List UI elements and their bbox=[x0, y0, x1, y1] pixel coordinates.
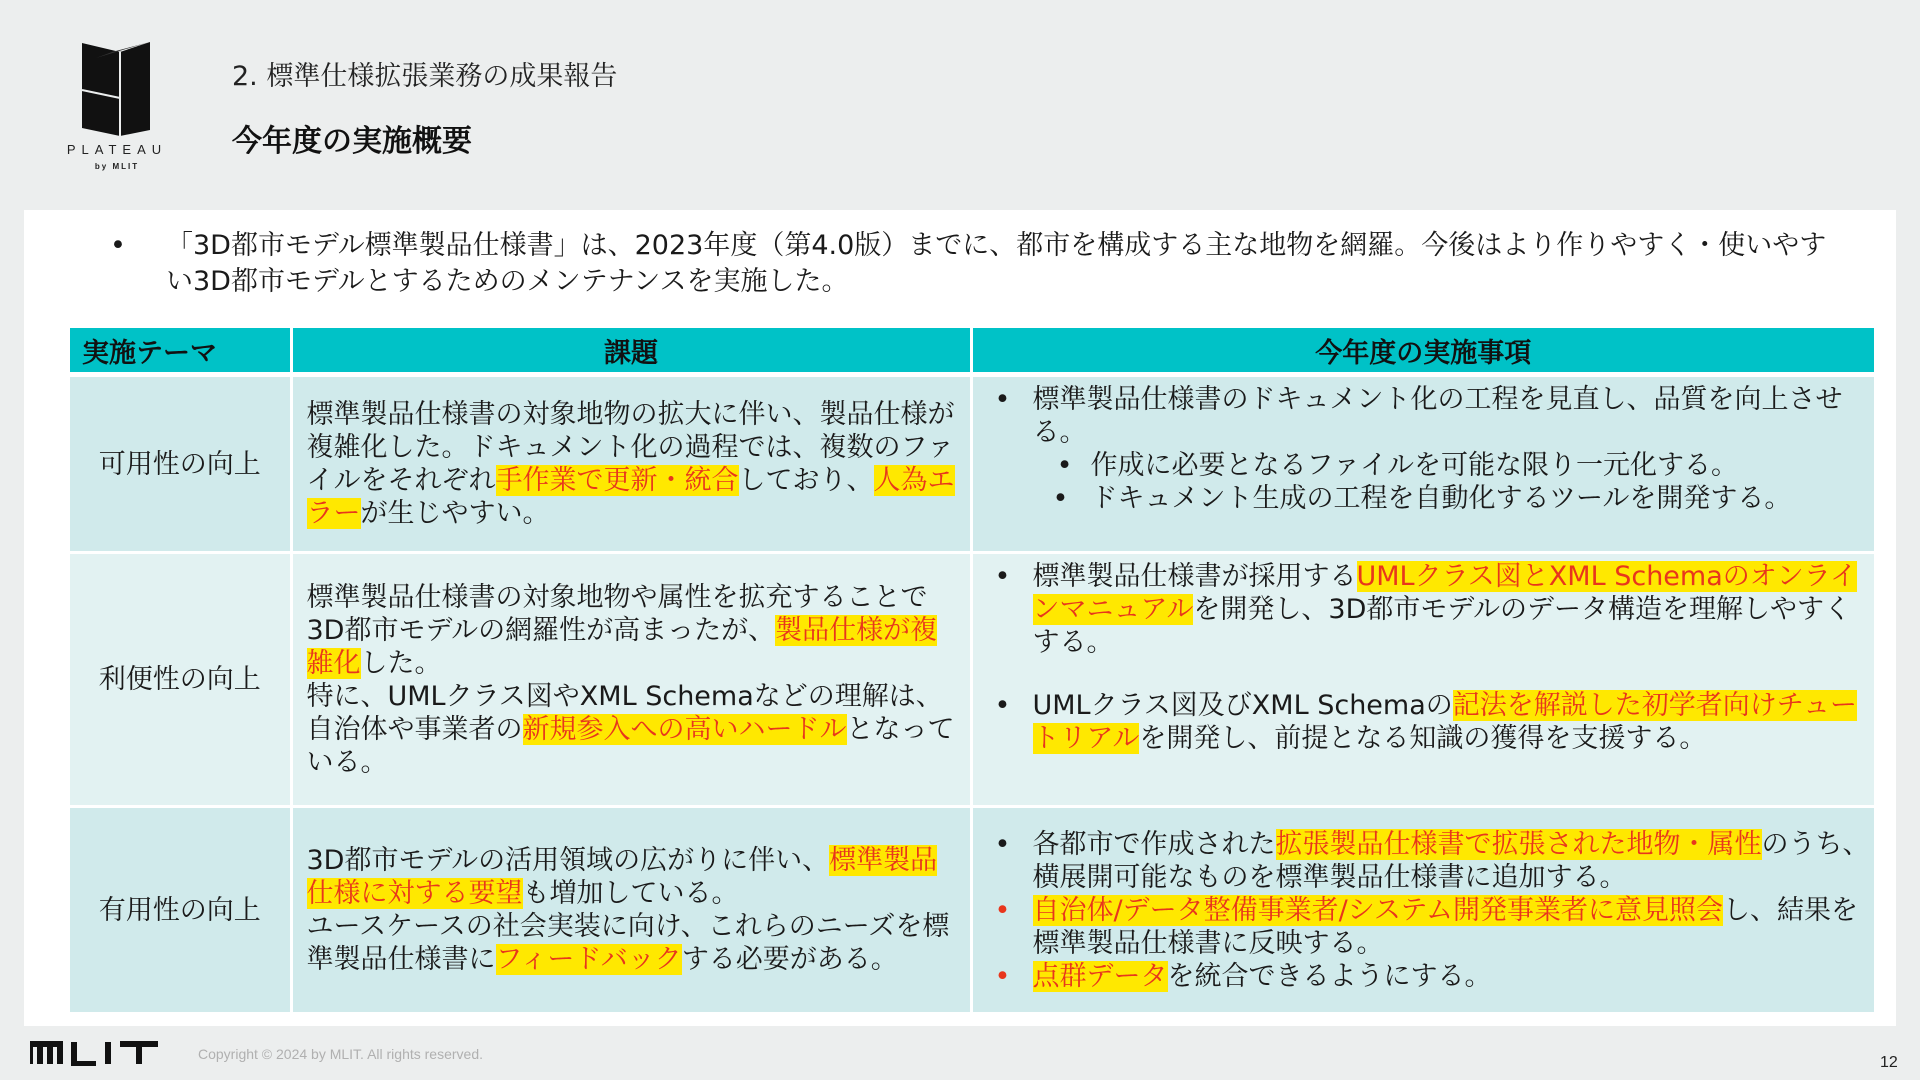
section-title: 2. 標準仕様拡張業務の成果報告 bbox=[232, 61, 618, 92]
action-text: し、結果を標準製品仕様書に反映する。 bbox=[1032, 894, 1858, 959]
header-theme: 実施テーマ bbox=[70, 328, 291, 375]
action-item bbox=[973, 689, 1875, 755]
intro-text: 「3D都市モデル標準製品仕様書」は、2023年度（第4.0版）までに、都市を構成する主な地物を網羅。今後はより作りやすく・使いやすい3D都市モデルとするためのメンテナンスを実施した。 bbox=[166, 230, 1827, 297]
action-item bbox=[973, 383, 1875, 449]
issue-text: 標準製品仕様書の対象地物や属性を拡充することで3D都市モデルの網羅性が高まったが、 bbox=[306, 581, 928, 646]
logo-byline: by MLIT bbox=[94, 162, 140, 171]
action-text: 作成に必要となるファイルを可能な限り一元化する。 bbox=[1090, 450, 1738, 481]
bullet-dot: • bbox=[994, 690, 1011, 721]
bullet-dot: • bbox=[1052, 483, 1069, 514]
bullet-dot: • bbox=[1056, 450, 1073, 481]
action-text: を開発し、3D都市モデルのデータ構造を理解しやすくする。 bbox=[1032, 594, 1852, 658]
bullet-dot: • bbox=[994, 960, 1011, 992]
page-title: 今年度の実施概要 bbox=[232, 124, 472, 159]
table-row bbox=[70, 807, 1874, 1014]
issue-cell bbox=[291, 807, 971, 1014]
action-text: を統合できるようにする。 bbox=[1167, 960, 1492, 992]
action-text: 標準製品仕様書のドキュメント化の工程を見直し、品質を向上させる。 bbox=[1032, 384, 1843, 448]
issue-text: ユースケースの社会実装に向け、これらのニーズを標準製品仕様書に bbox=[306, 911, 950, 975]
table-row bbox=[70, 553, 1874, 807]
issue-cell bbox=[291, 375, 971, 553]
theme-cell: 利便性の向上 bbox=[70, 553, 291, 807]
issue-highlight: 製品仕様が複雑化 bbox=[306, 614, 938, 679]
action-cell bbox=[971, 375, 1874, 553]
bullet-dot: • bbox=[994, 894, 1011, 926]
theme-cell: 有用性の向上 bbox=[70, 807, 291, 1014]
bullet-dot: • bbox=[994, 561, 1011, 592]
issue-text: 特に、UMLクラス図やXML Schemaなどの理解は、自治体や事業者の bbox=[306, 680, 943, 745]
header-action: 今年度の実施事項 bbox=[971, 328, 1874, 375]
action-text: UMLクラス図及びXML Schemaの bbox=[1032, 690, 1453, 721]
issue-text: も増加している。 bbox=[522, 878, 739, 909]
action-cell bbox=[971, 553, 1874, 807]
action-cell bbox=[971, 807, 1874, 1014]
bullet-dot: • bbox=[994, 828, 1011, 860]
action-text: のうち、横展開可能なものを標準製品仕様書に追加する。 bbox=[1032, 828, 1870, 893]
issue-text: する必要がある。 bbox=[681, 944, 898, 975]
plateau-logo bbox=[52, 38, 182, 178]
theme-cell: 可用性の向上 bbox=[70, 375, 291, 553]
action-highlight: 拡張製品仕様書で拡張された地物・属性 bbox=[1275, 828, 1762, 860]
table-row bbox=[70, 375, 1874, 553]
issue-highlight: 新規参入への高いハードル bbox=[522, 713, 847, 745]
logo-wordmark: PLATEAU bbox=[66, 142, 168, 157]
issue-highlight: 人為エラー bbox=[306, 465, 955, 529]
copyright-text: Copyright © 2024 by MLIT. All rights reserved. bbox=[198, 1046, 483, 1062]
action-subitem bbox=[973, 449, 1875, 482]
overview-table bbox=[70, 328, 1874, 1015]
intro-bullet bbox=[110, 228, 1850, 300]
action-text: 各都市で作成された bbox=[1032, 828, 1276, 860]
issue-text: が生じやすい。 bbox=[360, 498, 550, 529]
action-highlight: 点群データ bbox=[1032, 960, 1168, 992]
issue-text: となっている。 bbox=[306, 713, 955, 778]
issue-cell bbox=[291, 553, 971, 807]
issue-text: 3D都市モデルの活用領域の広がりに伴い、 bbox=[306, 845, 830, 876]
issue-text: 標準製品仕様書の対象地物の拡大に伴い、製品仕様が複雑化した。ドキュメント化の過程では、複数のファイルをそれぞれ bbox=[306, 399, 955, 496]
action-highlight: UMLクラス図とXML Schemaのオンラインマニュアル bbox=[1032, 561, 1857, 625]
action-item bbox=[973, 560, 1875, 659]
action-highlight: 記法を解説した初学者向けチュートリアル bbox=[1032, 690, 1857, 754]
bullet-dot: • bbox=[994, 384, 1011, 415]
table-header-row bbox=[70, 328, 1874, 375]
issue-text: しており、 bbox=[738, 465, 874, 496]
action-item bbox=[973, 960, 1875, 993]
action-text: を開発し、前提となる知識の獲得を支援する。 bbox=[1139, 723, 1707, 754]
issue-text: した。 bbox=[360, 647, 442, 679]
bullet-dot: • bbox=[110, 230, 126, 261]
header-issue: 課題 bbox=[291, 328, 971, 375]
issue-highlight: 手作業で更新・統合 bbox=[495, 465, 739, 496]
action-subitem bbox=[973, 482, 1875, 515]
action-text: 標準製品仕様書が採用する bbox=[1032, 561, 1357, 592]
content-panel bbox=[24, 210, 1896, 1026]
issue-highlight: 標準製品仕様に対する要望 bbox=[306, 845, 938, 909]
mlit-wordmark-icon bbox=[30, 1040, 160, 1066]
plateau-cube-icon bbox=[52, 38, 182, 138]
page-number: 12 bbox=[1880, 1054, 1898, 1071]
issue-highlight: フィードバック bbox=[495, 944, 682, 975]
action-item bbox=[973, 894, 1875, 960]
action-item bbox=[973, 828, 1875, 894]
action-highlight: 自治体/データ整備事業者/システム開発事業者に意見照会 bbox=[1032, 894, 1723, 926]
mlit-logo bbox=[30, 1040, 160, 1064]
action-text: ドキュメント生成の工程を自動化するツールを開発する。 bbox=[1090, 483, 1792, 514]
